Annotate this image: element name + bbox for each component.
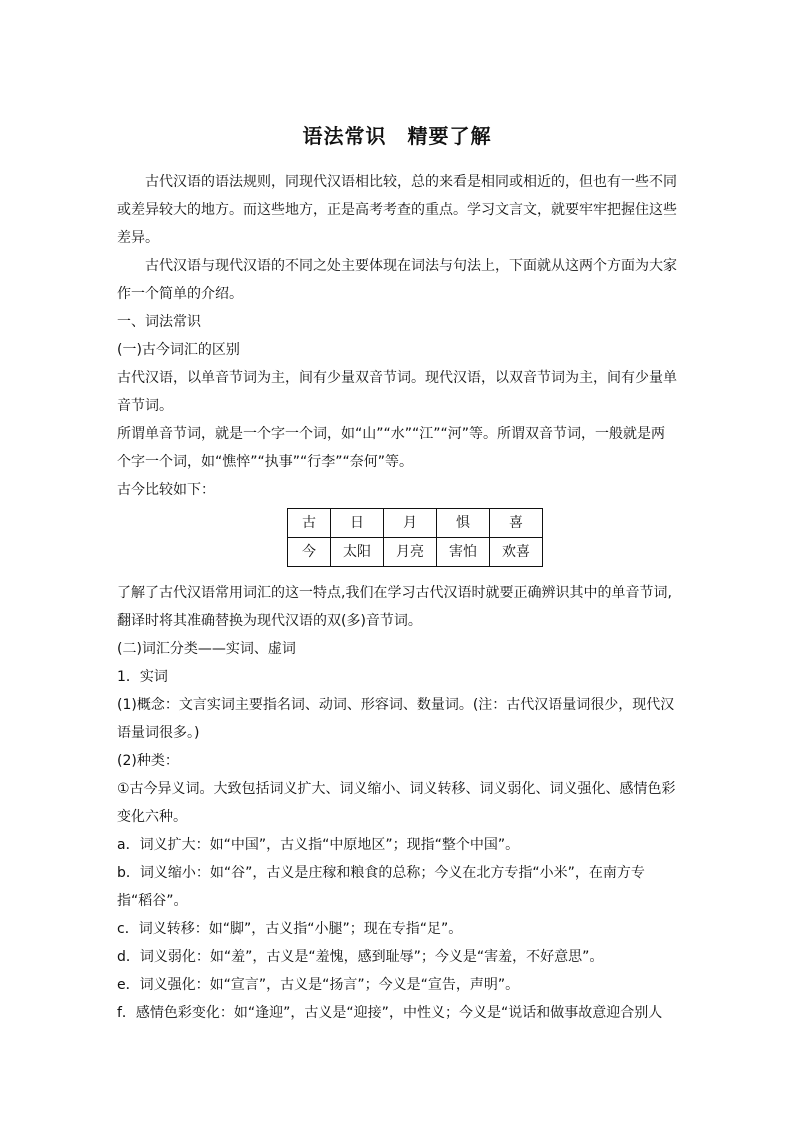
table-cell: 今 — [288, 538, 331, 567]
table-cell: 古 — [288, 509, 331, 538]
table-cell: 太阳 — [331, 538, 384, 567]
section-heading-lexical: 一、词法常识 — [117, 314, 201, 330]
page-title: 语法常识 精要了解 — [302, 124, 492, 148]
table-cell: 害怕 — [437, 538, 490, 567]
document-body — [117, 168, 679, 1027]
table-cell: 月亮 — [384, 538, 437, 567]
table-row-ancient — [288, 509, 543, 538]
intro-paragraph-2: 古代汉语与现代汉语的不同之处主要体现在词法与句法上，下面就从这两个方面为大家作一个简单的介绍。 — [117, 258, 677, 302]
table-cell: 惧 — [437, 509, 490, 538]
list-item-e: e．词义强化：如“宣言”，古义是“扬言”；今义是“宣告，声明”。 — [117, 977, 520, 993]
subsection-heading-word-classes: (二)词汇分类——实词、虚词 — [117, 641, 296, 657]
paragraph-concept: (1)概念：文言实词主要指名词、动词、形容词、数量词。(注：古代汉语量词很少，现代汉语量词很多。) — [117, 697, 675, 741]
list-item-c: c．词义转移：如“脚”，古义指“小腿”；现在专指“足”。 — [117, 921, 463, 937]
compare-table-wrapper — [117, 508, 679, 567]
compare-intro: 古今比较如下： — [117, 482, 215, 498]
paragraph-types-1: ①古今异义词。大致包括词义扩大、词义缩小、词义转移、词义弱化、词义强化、感情色彩变化六种。 — [117, 781, 676, 825]
list-item-f: f．感情色彩变化：如“逢迎”，古义是“迎接”，中性义；今义是“说话和做事故意迎合别人 — [117, 1005, 663, 1021]
list-item-b: b．词义缩小：如“谷”，古义是庄稼和粮食的总称；今义在北方专指“小米”，在南方专指“稻谷”。 — [117, 865, 645, 909]
table-row-modern — [288, 538, 543, 567]
list-item-a: a．词义扩大：如“中国”，古义指“中原地区”；现指“整个中国”。 — [117, 837, 520, 853]
ancient-modern-compare-table — [287, 508, 543, 567]
list-item-d: d．词义弱化：如“羞”，古义是“羞愧，感到耻辱”；今义是“害羞，不好意思”。 — [117, 949, 604, 965]
paragraph-after-table: 了解了古代汉语常用词汇的这一特点,我们在学习古代汉语时就要正确辨识其中的单音节词,翻译时将其准确替换为现代汉语的双(多)音节词。 — [117, 585, 672, 629]
paragraph-syllable-comparison: 古代汉语，以单音节词为主，间有少量双音节词。现代汉语，以双音节词为主，间有少量单音节词。 — [117, 370, 677, 414]
paragraph-syllable-definition: 所谓单音节词，就是一个字一个词，如“山”“水”“江”“河”等。所谓双音节词，一般就是两个字一个词，如“憔悴”“执事”“行李”“奈何”等。 — [117, 426, 666, 470]
table-cell: 欢喜 — [490, 538, 543, 567]
item-content-words: 1．实词 — [117, 669, 168, 685]
paragraph-types: (2)种类： — [117, 753, 179, 769]
table-cell: 日 — [331, 509, 384, 538]
subsection-heading-vocabulary-difference: (一)古今词汇的区别 — [117, 342, 240, 358]
intro-paragraph-1: 古代汉语的语法规则，同现代汉语相比较，总的来看是相同或相近的，但也有一些不同或差异较大的地方。而这些地方，正是高考考查的重点。学习文言文，就要牢牢把握住这些差异。 — [117, 174, 677, 246]
table-cell: 喜 — [490, 509, 543, 538]
table-cell: 月 — [384, 509, 437, 538]
